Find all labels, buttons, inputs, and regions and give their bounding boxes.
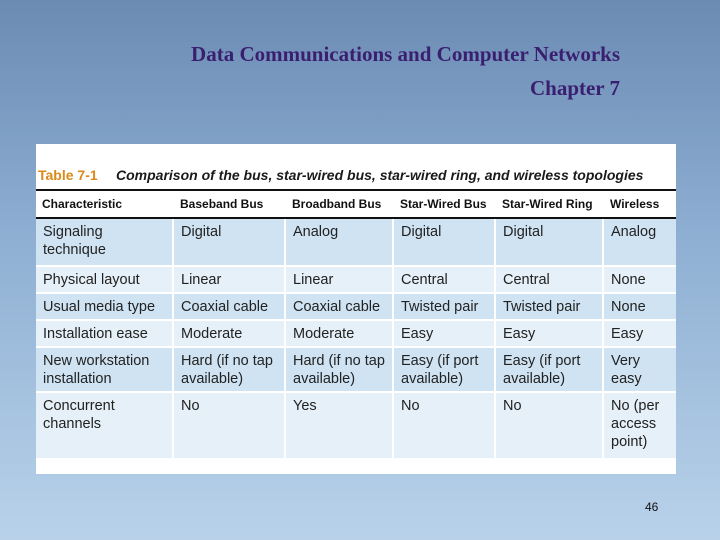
table-header-row xyxy=(36,192,676,219)
table-cell: Twisted pair xyxy=(496,294,604,321)
table-cell: Signaling technique xyxy=(36,219,174,267)
table-cell: Yes xyxy=(286,393,394,460)
slide-subtitle: Chapter 7 xyxy=(529,76,620,100)
table-cell: No (per access point) xyxy=(604,393,676,460)
table-cell: Easy xyxy=(604,321,676,348)
table-cell: Easy (if port available) xyxy=(394,348,496,393)
table-cell: None xyxy=(604,294,676,321)
table-cell: Easy xyxy=(394,321,496,348)
table-cell: No xyxy=(496,393,604,460)
table-label: Table 7-1 xyxy=(38,167,98,183)
table-cell: Installation ease xyxy=(36,321,174,348)
table-cell: Digital xyxy=(394,219,496,267)
table-cell: Twisted pair xyxy=(394,294,496,321)
table-row xyxy=(36,393,676,460)
table-cell: Coaxial cable xyxy=(174,294,286,321)
header-cell: Star-Wired Ring xyxy=(496,192,604,219)
table-row xyxy=(36,267,676,294)
table-cell: Easy (if port available) xyxy=(496,348,604,393)
table-cell: New workstation installation xyxy=(36,348,174,393)
table-cell: Moderate xyxy=(174,321,286,348)
table-cell: Analog xyxy=(286,219,394,267)
header-cell: Baseband Bus xyxy=(174,192,286,219)
header-cell: Characteristic xyxy=(36,192,174,219)
caption-rule xyxy=(36,189,676,191)
table-row xyxy=(36,219,676,267)
table-cell: Concurrent channels xyxy=(36,393,174,460)
table-cell: Linear xyxy=(286,267,394,294)
table-cell: Central xyxy=(394,267,496,294)
table-cell: Hard (if no tap available) xyxy=(286,348,394,393)
table-cell: No xyxy=(394,393,496,460)
table-cell: Analog xyxy=(604,219,676,267)
table-cell: Physical layout xyxy=(36,267,174,294)
slide-title: Data Communications and Computer Networks xyxy=(191,42,620,66)
page-number: 46 xyxy=(645,500,659,514)
table-cell: Central xyxy=(496,267,604,294)
table-row xyxy=(36,348,676,393)
table-cell: Digital xyxy=(496,219,604,267)
header-cell: Star-Wired Bus xyxy=(394,192,496,219)
table-cell: Digital xyxy=(174,219,286,267)
table-row xyxy=(36,321,676,348)
table-cell: Easy xyxy=(496,321,604,348)
table-caption-text: Comparison of the bus, star-wired bus, star-wired ring, and wireless topologies xyxy=(116,167,644,183)
table-panel xyxy=(36,144,676,474)
table-cell: Hard (if no tap available) xyxy=(174,348,286,393)
table-cell: None xyxy=(604,267,676,294)
table-cell: No xyxy=(174,393,286,460)
table-caption xyxy=(36,162,676,188)
table-cell: Coaxial cable xyxy=(286,294,394,321)
table-cell: Moderate xyxy=(286,321,394,348)
table-cell: Very easy xyxy=(604,348,676,393)
comparison-table xyxy=(36,192,676,460)
table-cell: Linear xyxy=(174,267,286,294)
header-cell: Wireless xyxy=(604,192,676,219)
header-cell: Broadband Bus xyxy=(286,192,394,219)
table-row xyxy=(36,294,676,321)
table-cell: Usual media type xyxy=(36,294,174,321)
